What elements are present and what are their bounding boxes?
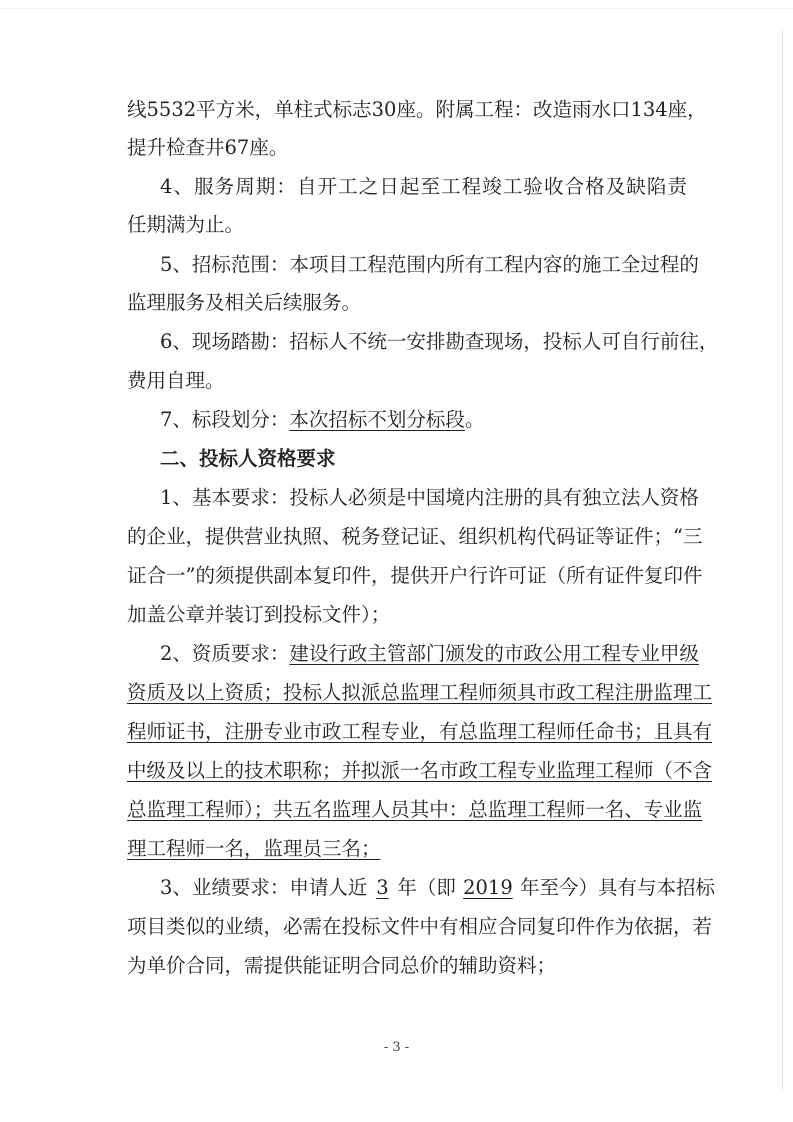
req-2-line-4-text: 中级及以上的技术职称；并拟派一名市政工程专业监理工程师（不含 — [127, 759, 713, 782]
req-2-line-3 — [127, 720, 713, 744]
req-3-performance — [160, 876, 715, 900]
req-3-text-2: 年至今）具有与本招标 — [519, 876, 715, 899]
page-number: - 3 - — [383, 1040, 410, 1055]
req-1-basic: 1、基本要求：投标人必须是中国境内注册的具有独立法人资格 — [160, 486, 699, 509]
req-2-qualification — [160, 642, 699, 666]
req-2-line-6 — [127, 837, 687, 861]
req-2-line-4 — [127, 759, 713, 783]
req-2-label: 2、资质要求： — [160, 642, 290, 665]
req-1-line-2: 的企业，提供营业执照、税务登记证、组织机构代码证等证件；“三 — [127, 525, 703, 548]
item-5-bid-scope: 5、招标范围：本项目工程范围内所有工程内容的施工全过程的 — [160, 253, 699, 276]
req-3-year-value: 2019 — [463, 876, 513, 899]
req-3-text-1: 年（即 — [397, 876, 456, 899]
req-2-line-5-text: 总监理工程师）；共五名监理人员其中：总监理工程师一名、专业监 — [127, 798, 703, 821]
para-line-2: 提升检查井67座。 — [127, 136, 289, 159]
item-6-site-visit: 6、现场踏勘：招标人不统一安排勘查现场，投标人可自行前往， — [160, 330, 719, 353]
req-3-line-3: 为单价合同，需提供能证明合同总价的辅助资料； — [127, 954, 557, 977]
req-3-label: 3、业绩要求：申请人近 — [160, 876, 368, 899]
req-1-line-4: 加盖公章并装订到投标文件）； — [127, 603, 391, 626]
req-1-line-3: 证合一”的须提供副本复印件，提供开户行许可证（所有证件复印件 — [127, 564, 703, 587]
item-4-continued: 任期满为止。 — [127, 213, 245, 236]
item-6-continued: 费用自理。 — [127, 369, 225, 392]
scan-edge-right — [782, 30, 783, 1090]
scan-edge-top — [0, 8, 793, 9]
req-2-line-3-text: 程师证书，注册专业市政工程专业，有总监理工程师任命书；且具有 — [127, 720, 713, 743]
para-line-1: 线5532平方米，单柱式标志30座。附属工程：改造雨水口134座， — [127, 98, 707, 121]
item-5-continued: 监理服务及相关后续服务。 — [127, 291, 362, 314]
item-4-service-period: 4、服务周期：自开工之日起至工程竣工验收合格及缺陷责 — [160, 175, 687, 198]
req-2-text: 建设行政主管部门颁发的市政公用工程专业甲级 — [289, 642, 699, 665]
req-2-line-2 — [127, 681, 713, 705]
item-7-lot-division — [160, 408, 687, 432]
section-heading-bidder-qualifications: 二、投标人资格要求 — [160, 447, 336, 470]
item-7-label: 7、标段划分： — [160, 408, 290, 431]
req-3-line-2: 项目类似的业绩，必需在投标文件中有相应合同复印件作为依据，若 — [127, 915, 713, 938]
item-7-period: 。 — [464, 408, 485, 431]
req-3-years-value: 3 — [376, 876, 389, 899]
item-7-value: 本次招标不划分标段 — [289, 408, 465, 431]
req-2-line-2-text: 资质及以上资质；投标人拟派总监理工程师须具市政工程注册监理工 — [127, 681, 713, 704]
req-2-line-5 — [127, 798, 703, 822]
req-2-line-6-text: 理工程师一名，监理员三名； — [127, 837, 381, 860]
